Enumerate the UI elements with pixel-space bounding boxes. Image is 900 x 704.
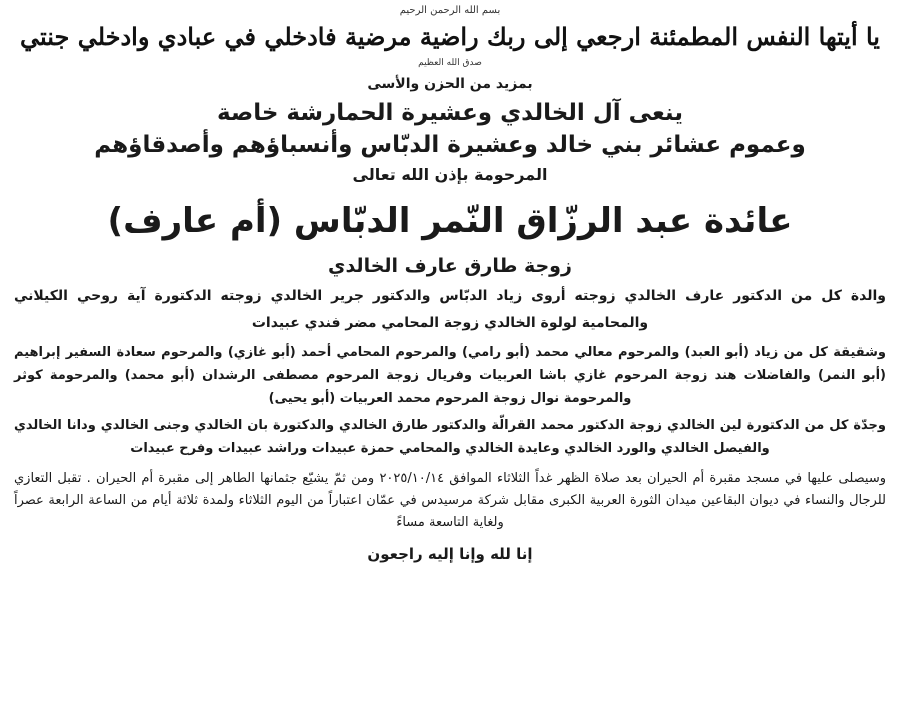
funeral-details-paragraph: وسيصلى عليها في مسجد مقبرة أم الحيران بعد صلاة الظهر غداً الثلاثاء الموافق ٢٠٢٥/١٠/١٤ ومن ثمّ يشيّع جثمانها الطاهر إلى مقبرة أم الحيران . تقبل التعازي للرجال والنساء في ديوان البقاعين ميدان الثورة العربية الكبرى مقابل شركة مرسيدس في عمّان اعتباراً من اليوم الثلاثاء ولمدة ثلاثة أيام من الساعة الرابعة عصراً ولغاية التاسعة مساءً — [14, 471, 887, 530]
grandmother-of-paragraph: وجدّة كل من الدكتورة لين الخالدي زوجة الدكتور محمد القرالّة والدكتور طارق الخالدي والدكتورة بان الخالدي وجنى الخالدي ودانا الخالدي والفيصل الخالدي والورد الخالدي وعايدة الخالدي والمحامي حمزة عبيدات وراشد عبيدات وفرح عبيدات — [14, 418, 886, 456]
announcers-line-1: ينعى آل الخالدي وعشيرة الحمارشة خاصة — [217, 100, 683, 126]
sister-of-paragraph: وشقيقة كل من زياد (أبو العبد) والمرحوم معالي محمد (أبو رامي) والمرحوم المحامي أحمد (أبو غازي) والمرحوم سعادة السفير إبراهيم (أبو النمر) والفاضلات هند زوجة المرحوم غازي باشا العربيات وفريال زوجة المرحوم مصطفى الرشدان (أبو محمد) والمرحومة كوثر والمرحومة نوال زوجة المرحوم محمد العربيات (أبو يحيى) — [14, 345, 886, 406]
closing-phrase: إنا لله وإنا إليه راجعون — [367, 545, 533, 563]
mother-of-paragraph: والدة كل من الدكتور عارف الخالدي زوجته أروى زياد الدبّاس والدكتور جرير الخالدي زوجته الدكتورة آية روحي الكيلاني والمحامية لولوة الخالدي زوجة المحامي مضر فندي عبيدات — [14, 288, 886, 331]
sadaq-allah: صدق الله العظيم — [418, 58, 482, 68]
deceased-name: عائدة عبد الرزّاق النّمر الدبّاس (أم عارف) — [107, 201, 793, 241]
basmala: بسم الله الرحمن الرحيم — [399, 5, 501, 16]
wife-of: زوجة طارق عارف الخالدي — [328, 255, 572, 277]
announcers-line-2: وعموم عشائر بني خالد وعشيرة الدبّاس وأنسباؤهم وأصدقاؤهم — [94, 132, 806, 158]
intro-line: بمزيد من الحزن والأسى — [367, 76, 533, 92]
announcers-line-3: المرحومة بإذن الله تعالى — [352, 165, 548, 184]
quran-verse: يا أيتها النفس المطمئنة ارجعي إلى ربك راضية مرضية فادخلي في عبادي وادخلي جنتي — [20, 22, 880, 51]
